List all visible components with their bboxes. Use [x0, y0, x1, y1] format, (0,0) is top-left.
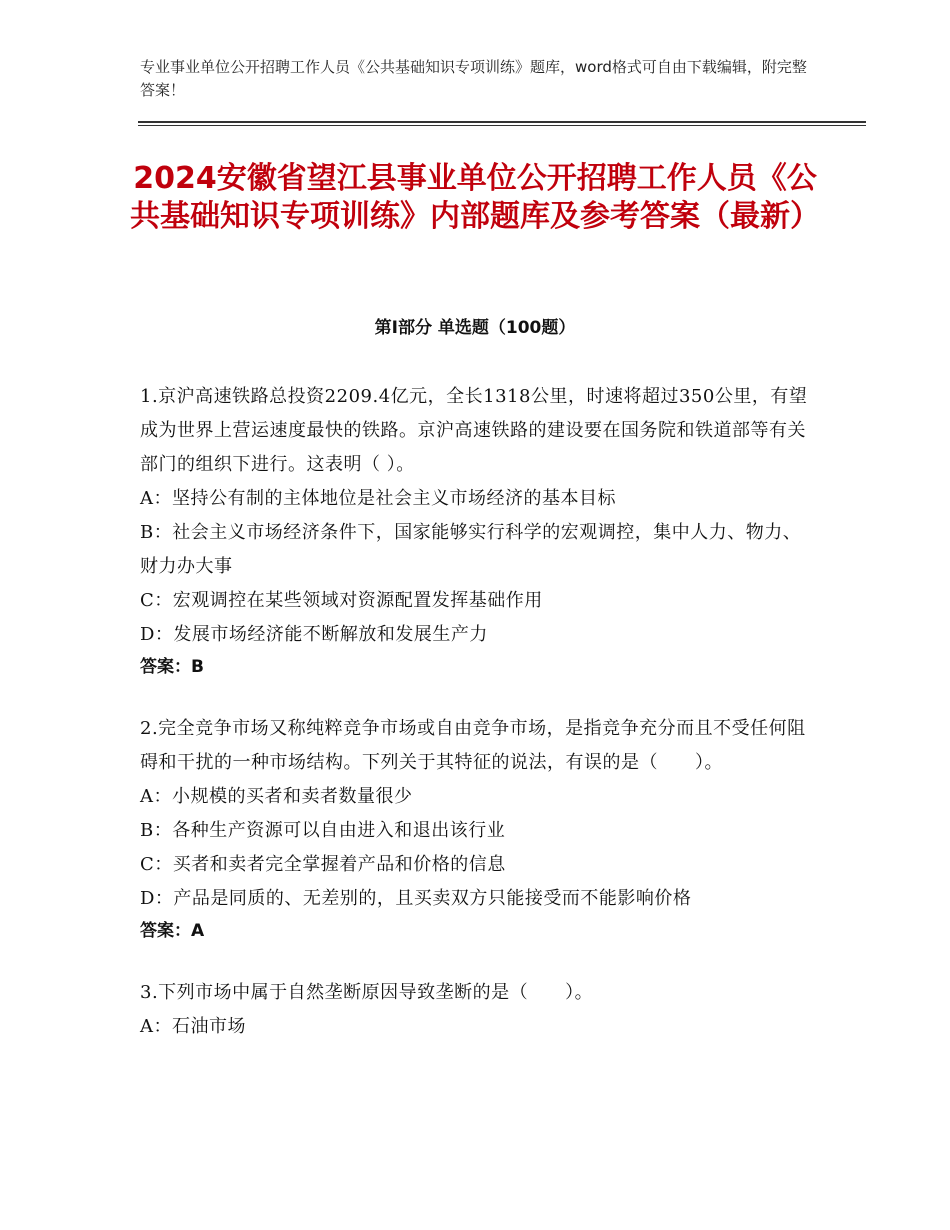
- header-divider-thin: [138, 125, 866, 126]
- option-a: A：坚持公有制的主体地位是社会主义市场经济的基本目标: [140, 488, 616, 509]
- option-c: C：买者和卖者完全掌握着产品和价格的信息: [140, 854, 506, 875]
- option-d: D：发展市场经济能不断解放和发展生产力: [140, 624, 488, 645]
- option-a: A：小规模的买者和卖者数量很少: [140, 786, 413, 807]
- question-stem: 2.完全竞争市场又称纯粹竞争市场或自由竞争市场，是指竞争充分而且不受任何阻碍和干扰的一种市场结构。下列关于其特征的说法，有误的是（ ）。: [140, 718, 806, 773]
- option-d: D：产品是同质的、无差别的，且买卖双方只能接受而不能影响价格: [140, 888, 692, 909]
- option-b: B：社会主义市场经济条件下，国家能够实行科学的宏观调控，集中人力、物力、财力办大事: [140, 522, 802, 577]
- answer-line: 答案：B: [140, 657, 204, 677]
- question-stem: 1.京沪高速铁路总投资2209.4亿元，全长1318公里，时速将超过350公里，有望成为世界上营运速度最快的铁路。京沪高速铁路的建设要在国务院和铁道部等有关部门的组织下进行。这表明（ ）。: [140, 386, 808, 475]
- document-title: 2024安徽省望江县事业单位公开招聘工作人员《公共基础知识专项训练》内部题库及参考答案（最新）: [130, 161, 820, 234]
- question-list: [140, 380, 810, 1074]
- header-note: 专业事业单位公开招聘工作人员《公共基础知识专项训练》题库，word格式可自由下载编辑，附完整答案！: [140, 58, 807, 99]
- question-1: [140, 380, 810, 682]
- question-2: [140, 712, 810, 946]
- option-b: B：各种生产资源可以自由进入和退出该行业: [140, 820, 506, 841]
- answer-line: 答案：A: [140, 921, 205, 941]
- section-title: 第Ⅰ部分 单选题（100题）: [374, 318, 576, 338]
- option-c: C：宏观调控在某些领域对资源配置发挥基础作用: [140, 590, 543, 611]
- option-a: A：石油市场: [140, 1016, 246, 1037]
- header-divider: [138, 121, 866, 123]
- question-3: [140, 976, 810, 1044]
- question-stem: 3.下列市场中属于自然垄断原因导致垄断的是（ ）。: [140, 982, 594, 1003]
